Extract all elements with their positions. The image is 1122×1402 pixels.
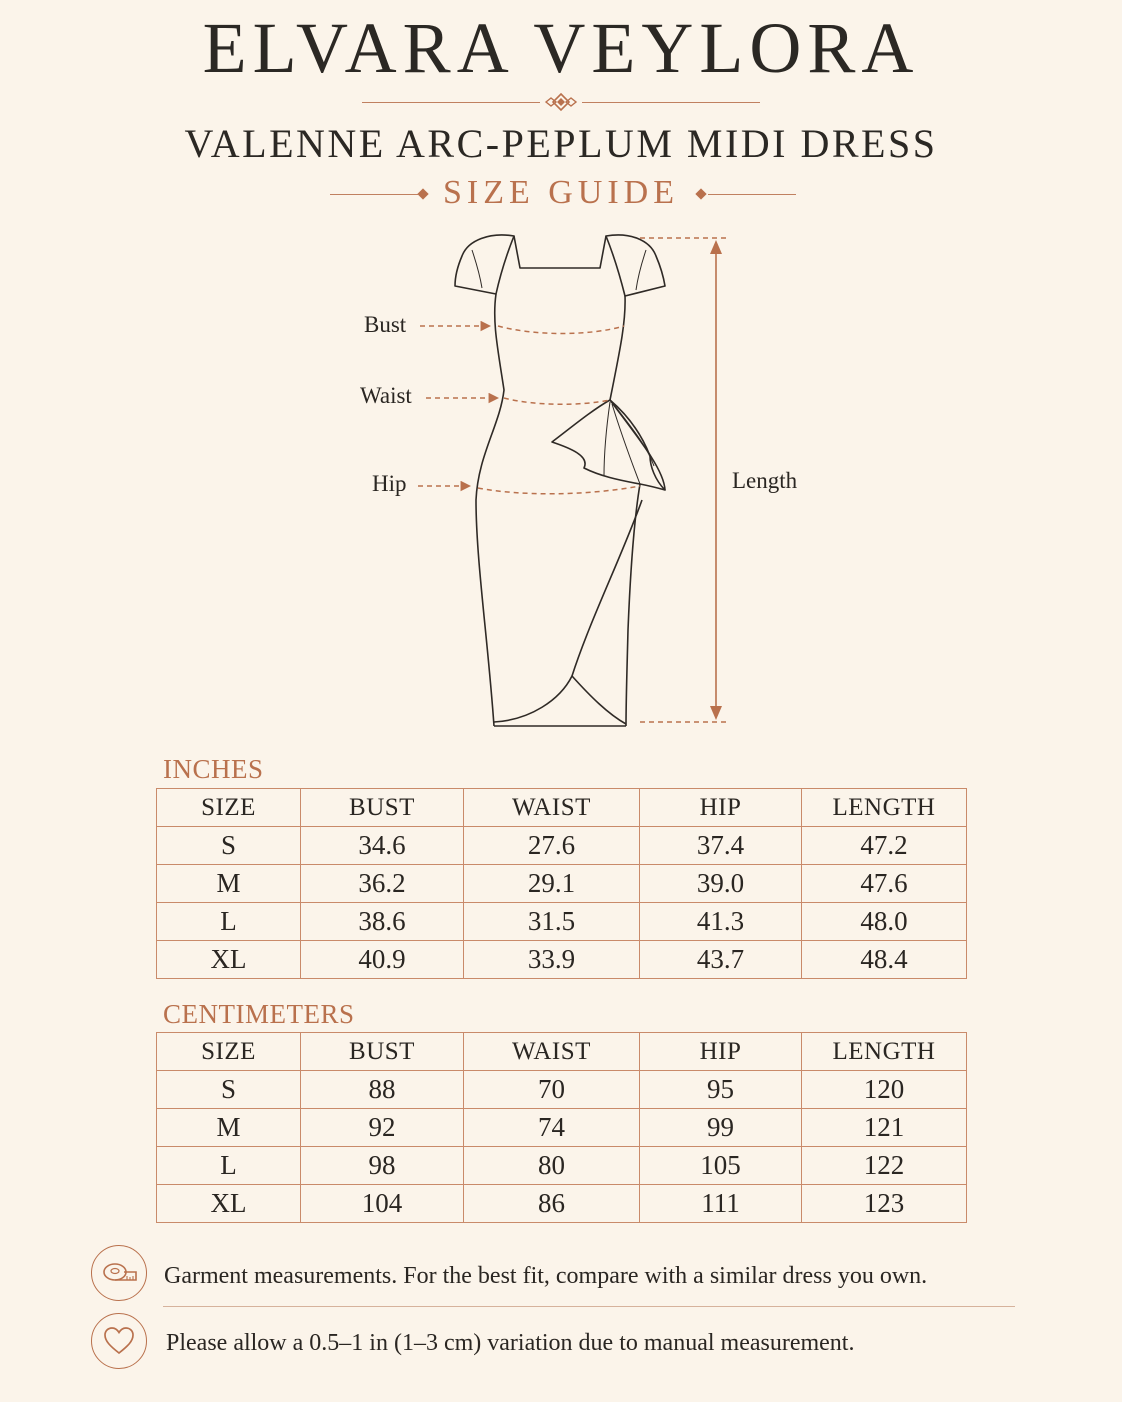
- length-cell: 121: [802, 1109, 967, 1147]
- length-cell: 120: [802, 1071, 967, 1109]
- inches-title: INCHES: [163, 754, 264, 784]
- waist-cell: 31.5: [464, 903, 640, 941]
- hip-cell: 99: [640, 1109, 802, 1147]
- length-cell: 123: [802, 1185, 967, 1223]
- length-arrow: [710, 240, 722, 720]
- table-row: [157, 1147, 967, 1185]
- size-cell: M: [157, 865, 301, 903]
- length-cell: 122: [802, 1147, 967, 1185]
- header-bust: BUST: [301, 789, 464, 827]
- length-cell: 47.2: [802, 827, 967, 865]
- waist-cell: 27.6: [464, 827, 640, 865]
- length-cell: 48.0: [802, 903, 967, 941]
- table-row: [157, 827, 967, 865]
- table-row: [157, 941, 967, 979]
- bust-cell: 34.6: [301, 827, 464, 865]
- table-header-row: [157, 789, 967, 827]
- note-garment-measurements: Garment measurements. For the best fit, compare with a similar dress you own.: [164, 1263, 928, 1289]
- table-row: [157, 1071, 967, 1109]
- bust-cell: 40.9: [301, 941, 464, 979]
- size-cell: L: [157, 1147, 301, 1185]
- waist-cell: 29.1: [464, 865, 640, 903]
- size-cell: L: [157, 903, 301, 941]
- bust-cell: 88: [301, 1071, 464, 1109]
- hip-cell: 37.4: [640, 827, 802, 865]
- hip-label: Hip: [372, 471, 407, 496]
- size-cell: S: [157, 1071, 301, 1109]
- centimeters-table: [156, 1032, 967, 1223]
- inches-table: [156, 788, 967, 979]
- header-hip: HIP: [640, 1033, 802, 1071]
- bust-cell: 36.2: [301, 865, 464, 903]
- waist-cell: 33.9: [464, 941, 640, 979]
- hip-cell: 111: [640, 1185, 802, 1223]
- length-cell: 48.4: [802, 941, 967, 979]
- size-cell: S: [157, 827, 301, 865]
- waist-cell: 70: [464, 1071, 640, 1109]
- note-variation: Please allow a 0.5–1 in (1–3 cm) variation due to manual measurement.: [166, 1330, 855, 1356]
- header-size: SIZE: [157, 1033, 301, 1071]
- header-length: LENGTH: [802, 1033, 967, 1071]
- size-cell: M: [157, 1109, 301, 1147]
- hip-cell: 39.0: [640, 865, 802, 903]
- table-row: [157, 1109, 967, 1147]
- heart-icon: [91, 1313, 147, 1369]
- product-title: VALENNE ARC-PEPLUM MIDI DRESS: [184, 121, 938, 166]
- waist-cell: 80: [464, 1147, 640, 1185]
- header-hip: HIP: [640, 789, 802, 827]
- hip-cell: 105: [640, 1147, 802, 1185]
- waist-cell: 74: [464, 1109, 640, 1147]
- hip-cell: 41.3: [640, 903, 802, 941]
- table-header-row: [157, 1033, 967, 1071]
- measure-lines: [418, 238, 726, 722]
- table-row: [157, 903, 967, 941]
- size-cell: XL: [157, 1185, 301, 1223]
- centimeters-title: CENTIMETERS: [163, 999, 355, 1029]
- table-row: [157, 1185, 967, 1223]
- bust-cell: 98: [301, 1147, 464, 1185]
- header-waist: WAIST: [464, 789, 640, 827]
- notes-divider: [163, 1306, 1015, 1307]
- bust-cell: 104: [301, 1185, 464, 1223]
- dress-outline: [455, 235, 665, 726]
- hip-cell: 95: [640, 1071, 802, 1109]
- header-waist: WAIST: [464, 1033, 640, 1071]
- size-cell: XL: [157, 941, 301, 979]
- waist-label: Waist: [360, 383, 412, 408]
- hip-cell: 43.7: [640, 941, 802, 979]
- waist-cell: 86: [464, 1185, 640, 1223]
- length-cell: 47.6: [802, 865, 967, 903]
- header-length: LENGTH: [802, 789, 967, 827]
- header-size: SIZE: [157, 789, 301, 827]
- table-row: [157, 865, 967, 903]
- header-bust: BUST: [301, 1033, 464, 1071]
- bust-cell: 38.6: [301, 903, 464, 941]
- size-guide-title: SIZE GUIDE: [442, 174, 680, 211]
- bust-label: Bust: [364, 312, 407, 337]
- measuring-tape-icon: [91, 1245, 147, 1301]
- length-label: Length: [732, 468, 798, 493]
- bust-cell: 92: [301, 1109, 464, 1147]
- brand-name: ELVARA VEYLORA: [202, 8, 920, 88]
